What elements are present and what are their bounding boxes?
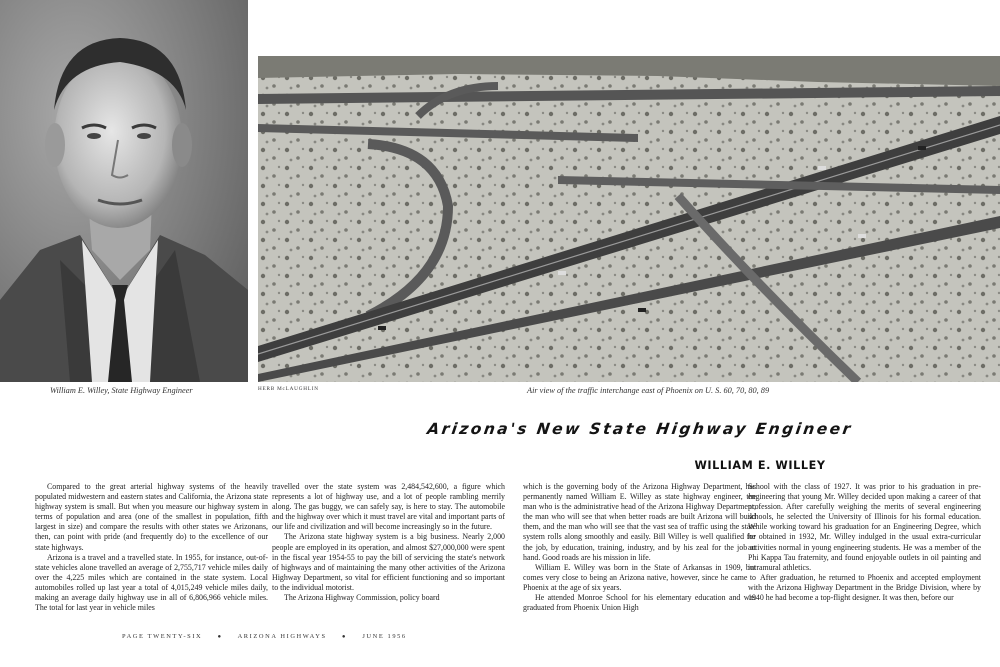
paragraph: School with the class of 1927. It was prior to his graduation in pre-engineering that young Mr. Willey decided upon making a career of that profession. After carefully weighing the merits of several engineering schools, he selected the University of Illinois for his formal education. While working toward his graduation for an Engineering Degree, which he obtained in 1932, Mr. Willey indulged in the usual extra-curricular activities normal in young engineering students. He was a member of the Phi Kappa Tau fraternity, and found enjoyable outlets in oil painting and intramural athletics.	[748, 482, 981, 572]
paragraph: Arizona is a travel and a travelled state. In 1955, for instance, out-of-state vehicles alone travelled an average of 2,755,717 vehicle miles daily over the 4,225 miles which are contained in the state system. Local automobiles rolled up last year a total of 4,015,249 vehicle miles daily, making an average daily highway use in all of 6,806,966 vehicle miles. The total for last year in vehicle miles	[35, 552, 268, 613]
footer-page-number: PAGE TWENTY-SIX	[122, 633, 203, 640]
footer-bullet-icon: ●	[341, 634, 348, 640]
paragraph: He attended Monroe School for his elementary education and was graduated from Phoenix Union High	[523, 593, 756, 613]
article-headline: Arizona's New State Highway Engineer	[426, 420, 854, 438]
article-column-4	[748, 482, 981, 603]
article-column-3	[523, 482, 756, 613]
paragraph: Compared to the great arterial highway systems of the heavily populated midwestern and eastern states and California, the Arizona state highway system is small. But when you measure our highway system in terms of population and area (one of the smallest in population, fifth largest in size) and compare the results with other states we Arizonans, then, can point with pride (and frequently do) to the excellence of our state highways.	[35, 482, 268, 552]
paragraph: After graduation, he returned to Phoenix and accepted employment with the Arizona Highway Department in the Bridge Division, where by 1940 he had become a top-flight designer. It was then, before our	[748, 572, 981, 603]
paragraph: which is the governing body of the Arizona Highway Department, has permanently named William E. Willey as state highway engineer, the man who is the administrative head of the Arizona Highway Department, the man who will see that when better roads are built Arizona will build them, and the man who will see that the vast sea of traffic using the state system rolls along smoothly and easily. Bill Willey is well qualified for the job, by education, training, industry, and by his zeal for the job at hand. Good roads are his mission in life.	[523, 482, 756, 562]
footer-magazine-name: ARIZONA HIGHWAYS	[237, 633, 327, 640]
article-byline: WILLIAM E. WILLEY	[694, 459, 826, 472]
portrait-caption: William E. Willey, State Highway Engineer	[50, 386, 193, 395]
article-column-2	[272, 482, 505, 603]
paragraph: The Arizona state highway system is a big business. Nearly 2,000 people are employed in its operation, and almost $27,000,000 were spent in the fiscal year 1954-55 to pay the bill of servicing the state's network of highways and of maintaining the many other activities of the Arizona Highway Department, so vital for efficient functioning and so important to the individual motorist.	[272, 532, 505, 592]
footer-issue-date: JUNE 1956	[362, 633, 407, 640]
aerial-caption: Air view of the traffic interchange east of Phoenix on U. S. 60, 70, 80, 89	[527, 386, 770, 395]
aerial-interchange-illustration	[258, 56, 1000, 382]
aerial-photo	[258, 56, 1000, 382]
paragraph: travelled over the state system was 2,484,542,600, a figure which represents a lot of highway use, and a lot of people rambling merrily along. The gas buggy, we can safely say, is here to stay. The automobile and the highway over which it must travel are vital and important parts of our life and civilization and will become increasingly so in the future.	[272, 482, 505, 532]
footer-bullet-icon: ●	[217, 634, 223, 640]
paragraph: The Arizona Highway Commission, policy board	[284, 593, 440, 603]
page-footer	[122, 633, 407, 640]
portrait-photo	[0, 0, 248, 382]
photo-credit: HERB McLAUGHLIN	[258, 386, 319, 392]
portrait-illustration	[0, 0, 248, 382]
article-column-1	[35, 482, 268, 613]
paragraph: William E. Willey was born in the State of Arkansas in 1909, but comes very close to being an Arizona native, however, since he came to Phoenix at the age of six years.	[523, 562, 756, 592]
